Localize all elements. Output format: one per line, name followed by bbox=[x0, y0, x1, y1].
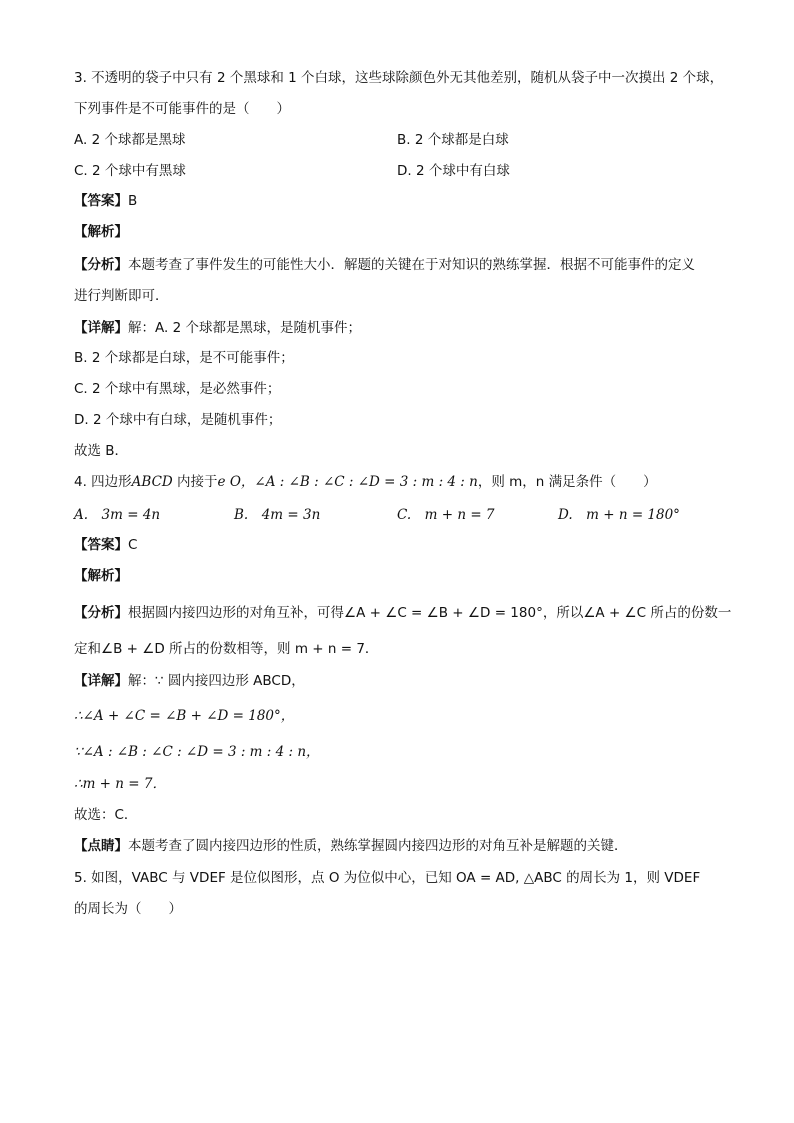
q3-detail-line2: B. 2 个球都是白球，是不可能事件； bbox=[74, 350, 294, 366]
detail-tag: 【详解】 bbox=[74, 673, 128, 689]
q3-stem-line1: 3. 不透明的袋子中只有 2 个黑球和 1 个白球，这些球除颜色外无其他差别，随机从袋子中一次摸出 2 个球， bbox=[74, 70, 724, 86]
q3-detail-line3: C. 2 个球中有黑球，是必然事件； bbox=[74, 381, 281, 397]
q3-option-d: D. 2 个球中有白球 bbox=[397, 163, 510, 179]
q4-stem-end: ，则 m，n 满足条件（ ） bbox=[477, 474, 657, 490]
q4-stem bbox=[74, 472, 657, 492]
q4-dianjing-text: 本题考查了圆内接四边形的性质，熟练掌握圆内接四边形的对角互补是解题的关键． bbox=[128, 838, 628, 854]
q3-answer: B bbox=[128, 193, 138, 209]
q4-stem-mid: 内接于 bbox=[172, 474, 218, 490]
q3-answer-line bbox=[74, 191, 137, 211]
q3-detail-line1 bbox=[74, 318, 361, 338]
q5-stem-line1: 5. 如图，VABC 与 VDEF 是位似图形，点 O 为位似中心，已知 OA = AD, △ABC 的周长为 1，则 VDEF bbox=[74, 870, 701, 886]
q3-conclusion: 故选 B． bbox=[74, 443, 129, 459]
q3-detail-line4: D. 2 个球中有白球，是随机事件； bbox=[74, 412, 282, 428]
q3-fenxi-text1: 本题考查了事件发生的可能性大小．解题的关键在于对知识的熟练掌握．根据不可能事件的定义 bbox=[128, 257, 695, 273]
q4-detail-line1 bbox=[74, 671, 305, 691]
dianjing-tag: 【点睛】 bbox=[74, 838, 128, 854]
q4-detail-line4: ∴m + n = 7． bbox=[74, 776, 166, 792]
q4-option-d: D. m + n = 180° bbox=[558, 507, 680, 523]
q4-answer-line bbox=[74, 535, 137, 555]
q4-option-b: B. 4m = 3n bbox=[234, 507, 321, 523]
fenxi-tag: 【分析】 bbox=[74, 605, 128, 621]
detail-tag: 【详解】 bbox=[74, 320, 128, 336]
q4-fenxi-line1 bbox=[74, 603, 731, 623]
q4-option-c: C. m + n = 7 bbox=[397, 507, 495, 523]
q4-conclusion: 故选：C． bbox=[74, 807, 138, 823]
q3-detail-text1: 解：A. 2 个球都是黑球，是随机事件； bbox=[128, 320, 361, 336]
q4-detail-line2: ∴∠A + ∠C = ∠B + ∠D = 180°， bbox=[74, 708, 295, 724]
q4-fenxi-line2: 定和∠B + ∠D 所占的份数相等，则 m + n = 7． bbox=[74, 641, 379, 657]
q3-analysis-tag: 【解析】 bbox=[74, 224, 128, 240]
answer-tag: 【答案】 bbox=[74, 537, 128, 553]
q3-option-a: A. 2 个球都是黑球 bbox=[74, 132, 186, 148]
q4-stem-num: 4. 四边形 bbox=[74, 474, 132, 490]
q4-stem-circle: e O bbox=[217, 474, 241, 490]
q4-detail-line3: ∵∠A : ∠B : ∠C : ∠D = 3 : m : 4 : n， bbox=[74, 744, 320, 760]
q4-stem-abcd: ABCD bbox=[131, 474, 173, 490]
q4-option-a: A. 3m = 4n bbox=[74, 507, 161, 523]
q5-stem-line2: 的周长为（ ） bbox=[74, 901, 182, 917]
q4-stem-ratio: ，∠A : ∠B : ∠C : ∠D = 3 : m : 4 : n bbox=[240, 474, 478, 490]
q3-option-c: C. 2 个球中有黑球 bbox=[74, 163, 186, 179]
q3-stem-line2: 下列事件是不可能事件的是（ ） bbox=[74, 101, 290, 117]
q4-analysis-tag: 【解析】 bbox=[74, 568, 128, 584]
q4-answer: C bbox=[128, 537, 138, 553]
fenxi-tag: 【分析】 bbox=[74, 257, 128, 273]
q3-fenxi-line1 bbox=[74, 255, 695, 275]
answer-tag: 【答案】 bbox=[74, 193, 128, 209]
q3-fenxi-line2: 进行判断即可． bbox=[74, 288, 169, 304]
q4-fenxi-text1: 根据圆内接四边形的对角互补，可得∠A + ∠C = ∠B + ∠D = 180°，所以∠A + ∠C 所占的份数一 bbox=[128, 605, 732, 621]
q4-dianjing-line bbox=[74, 836, 628, 856]
q4-detail-text1: 解：∵ 圆内接四边形 ABCD， bbox=[128, 673, 305, 689]
q3-option-b: B. 2 个球都是白球 bbox=[397, 132, 509, 148]
